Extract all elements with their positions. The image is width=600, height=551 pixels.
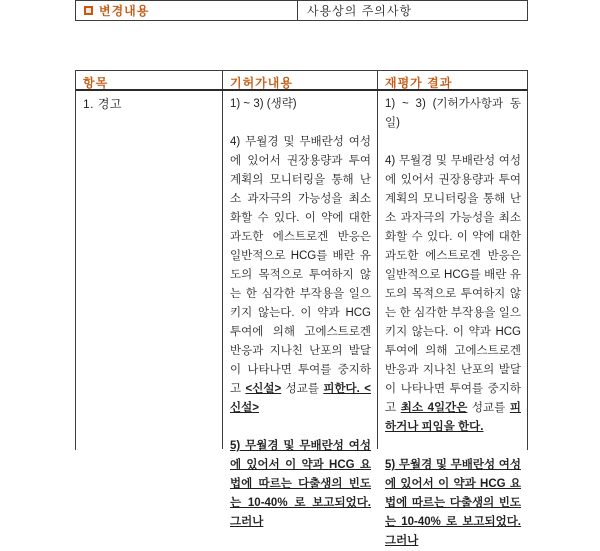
reevaluation-paragraph-4: 4) 무월경 및 무배란성 여성에 있어서 권장용량과 투여계획의 모니터링을 통해 난소 과자극의 가능성을 최소화할 수 있다. 이 약에 대한 과도한 에스트로겐 반응은 일반적으로 HCG를 배란 유도의 목적으로 투여하지 않는 한 심각한 부작용을 일으키지 않는다. 이 약과 HCG 투여에 의해 고에스트로겐 반응과 지나친 난포의 발달이 나타나면 투여를 중지하고 최소 4일간은 성교를 피하거나 피임을 한다.	[385, 155, 521, 433]
change-section-label-cell	[76, 1, 298, 20]
approved-summary-line: 1) ~ 3) (생략)	[230, 98, 297, 110]
header-cell-item: 항목	[76, 71, 223, 89]
approved-paragraph-4: 4) 무월경 및 무배란성 여성에 있어서 권장용량과 투여계획의 모니터링을 통해 난소 과자극의 가능성을 최소화할 수 있다. 이 약에 대한 과도한 에스트로겐 반응은 일반적으로 HCG를 배란 유도의 목적으로 투여하지 않는 한 심각한 부작용을 일으키지 않는다. 이 약과 HCG 투여에 의해 고에스트로겐 반응과 지나친 난포의 발달이 나타나면 투여를 중지하고 <신설> 성교를 피한다. <신설>	[230, 136, 371, 414]
change-section-label: 변경내용	[99, 4, 150, 18]
review-comparison-table	[75, 70, 528, 547]
table-row	[76, 91, 527, 547]
orange-square-icon	[84, 6, 93, 15]
header-cell-reevaluation-result: 재평가 결과	[385, 76, 453, 90]
approved-paragraph-5: 5) 무월경 및 무배란성 여성에 있어서 이 약과 HCG 요법에 따르는 다출생의 빈도는 10-40% 로 보고되었다. 그러나	[230, 440, 371, 528]
header-cell-approved-content: 기허가내용	[223, 71, 378, 89]
reevaluation-summary-line: 1) ~ 3) (기허가사항과 동일)	[385, 98, 521, 129]
reevaluation-paragraph-5: 5) 무월경 및 무배란성 여성에 있어서 이 약과 HCG 요법에 따르는 다출생의 빈도는 10-40% 로 보고되었다. 그러나	[385, 459, 521, 547]
change-section-bar	[75, 0, 528, 21]
item-label: 1. 경고	[83, 97, 123, 111]
item-cell	[76, 91, 223, 449]
change-section-value: 사용상의 주의사항	[307, 4, 413, 18]
reevaluation-result-cell	[378, 91, 527, 547]
approved-content-cell	[223, 91, 378, 528]
table-header-row	[76, 71, 527, 91]
